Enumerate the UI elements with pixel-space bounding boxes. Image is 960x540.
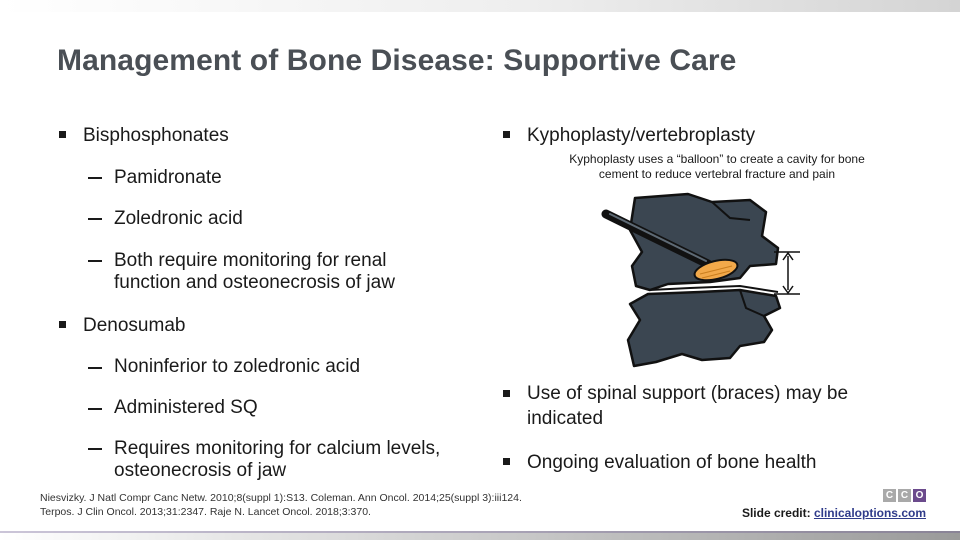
vertebra-illustration xyxy=(590,190,830,380)
clinicaloptions-link[interactable]: clinicaloptions.com xyxy=(813,506,926,520)
subbullet-administered-sq: Administered SQ xyxy=(114,397,258,418)
subbullet-requires-monitoring-line2: osteonecrosis of jaw xyxy=(114,460,287,481)
caption-line1: Kyphoplasty uses a “balloon” to create a cavity for bone xyxy=(569,152,865,166)
dash-bullet-icon xyxy=(88,177,102,179)
square-bullet-icon xyxy=(503,390,510,397)
logo-letter-o: O xyxy=(913,489,926,502)
subbullet-both-require-line2: function and osteonecrosis of jaw xyxy=(114,272,395,293)
logo-letter-c2: C xyxy=(898,489,911,502)
references xyxy=(40,491,522,519)
logo-letter-c1: C xyxy=(883,489,896,502)
bullet-kyphoplasty: Kyphoplasty/vertebroplasty xyxy=(527,125,756,146)
top-gradient-bar xyxy=(0,0,960,12)
reference-line1: Niesvizky. J Natl Compr Canc Netw. 2010;8(suppl 1):S13. Coleman. Ann Oncol. 2014;25(suppl 3):iii124. xyxy=(40,492,522,504)
slide-title: Management of Bone Disease: Supportive Care xyxy=(57,44,737,77)
slide-credit-label: Slide credit: xyxy=(741,506,811,520)
square-bullet-icon xyxy=(503,458,510,465)
subbullet-zoledronic-acid: Zoledronic acid xyxy=(114,208,243,229)
lower-vertebra xyxy=(628,290,780,366)
subbullet-both-require-line1: Both require monitoring for renal xyxy=(114,250,387,271)
subbullet-pamidronate: Pamidronate xyxy=(114,167,222,188)
bullet-bisphosphonates: Bisphosphonates xyxy=(83,125,229,146)
dash-bullet-icon xyxy=(88,218,102,220)
square-bullet-icon xyxy=(503,131,510,138)
subbullet-requires-monitoring-line1: Requires monitoring for calcium levels, xyxy=(114,438,441,459)
bullet-spinal-support-line2: indicated xyxy=(527,408,604,429)
dash-bullet-icon xyxy=(88,260,102,262)
dash-bullet-icon xyxy=(88,448,102,450)
kyphoplasty-caption xyxy=(540,152,894,182)
bullet-spinal-support-line1: Use of spinal support (braces) may be xyxy=(527,383,849,404)
subbullet-noninferior: Noninferior to zoledronic acid xyxy=(114,356,361,377)
slide-credit xyxy=(742,506,926,520)
square-bullet-icon xyxy=(59,131,66,138)
reference-line2: Terpos. J Clin Oncol. 2013;31:2347. Raje N. Lancet Oncol. 2018;3:370. xyxy=(40,506,371,518)
caption-line2: cement to reduce vertebral fracture and pain xyxy=(598,167,836,181)
bullet-ongoing-evaluation: Ongoing evaluation of bone health xyxy=(527,452,817,473)
dash-bullet-icon xyxy=(88,408,102,410)
square-bullet-icon xyxy=(59,321,66,328)
cco-logo xyxy=(883,489,928,503)
bullet-denosumab: Denosumab xyxy=(83,315,186,336)
bottom-accent-line xyxy=(0,531,960,533)
dash-bullet-icon xyxy=(88,367,102,369)
